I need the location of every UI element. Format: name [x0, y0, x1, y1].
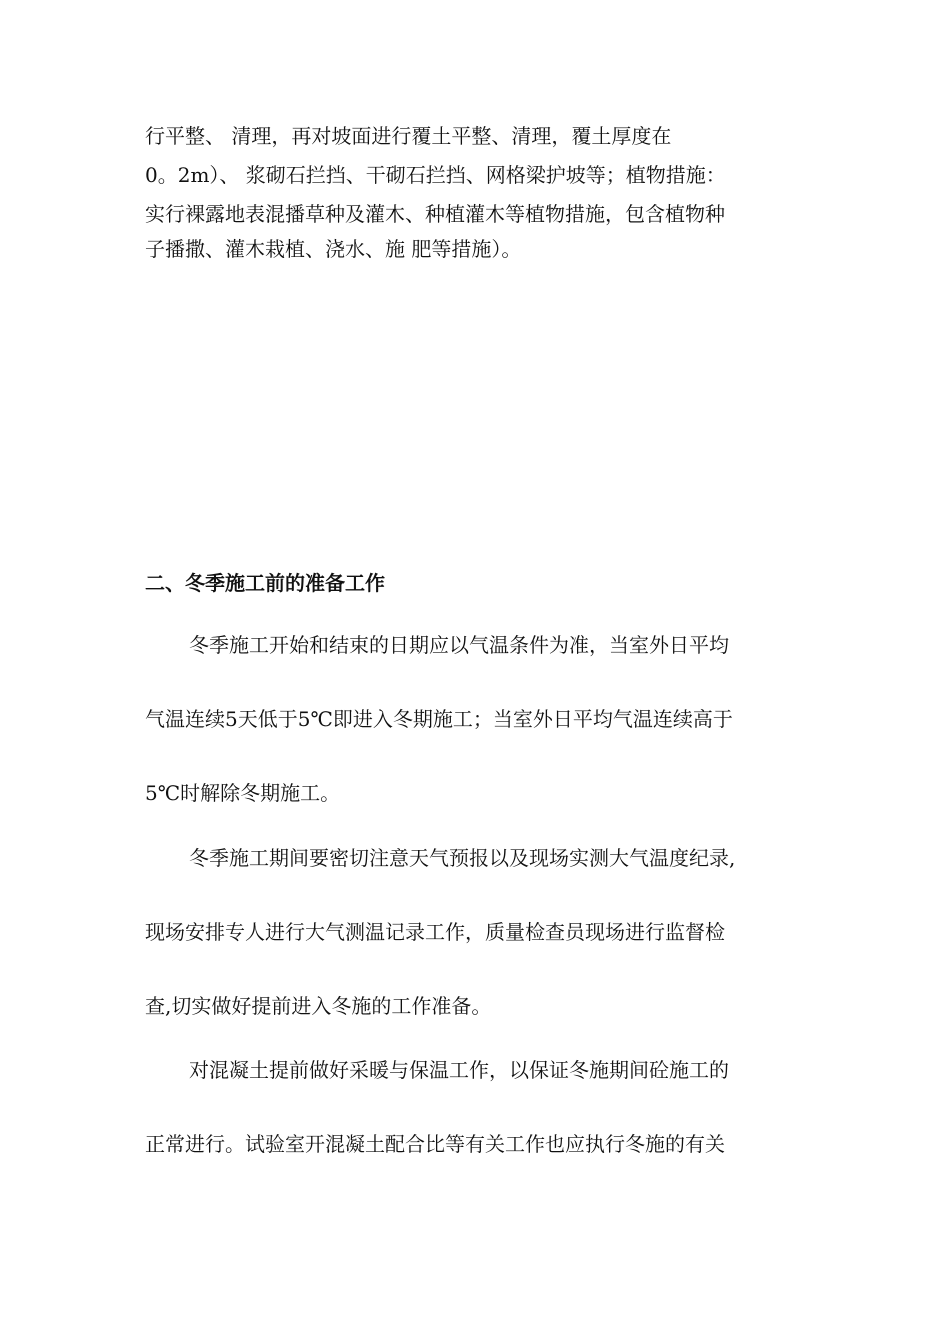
text-line: 行平整、 清理，再对坡面进行覆土平整、清理，覆土厚度在 — [145, 124, 672, 148]
text-line: 5℃时解除冬期施工。 — [145, 781, 341, 805]
text-line: 现场安排专人进行大气测温记录工作，质量检查员现场进行监督检 — [145, 920, 725, 944]
section-heading: 二、冬季施工前的准备工作 — [145, 571, 385, 595]
text-line: 0。2m）、 浆砌石拦挡、干砌石拦挡、网格梁护坡等；植物措施： — [145, 163, 726, 187]
text-line: 实行裸露地表混播草种及灌木、种植灌木等植物措施，包含植物种 — [145, 202, 725, 226]
text-line: 正常进行。试验室开混凝土配合比等有关工作也应执行冬施的有关 — [145, 1132, 725, 1156]
text-line: 查,切实做好提前进入冬施的工作准备。 — [145, 994, 492, 1018]
text-line: 气温连续5天低于5℃即进入冬期施工；当室外日平均气温连续高于 — [145, 707, 733, 731]
text-line: 对混凝土提前做好采暖与保温工作，以保证冬施期间砼施工的 — [189, 1058, 729, 1082]
text-line: 子播撒、灌木栽植、浇水、施 肥等措施）。 — [145, 237, 522, 261]
text-line: 冬季施工期间要密切注意天气预报以及现场实测大气温度纪录, — [189, 846, 736, 870]
text-line: 冬季施工开始和结束的日期应以气温条件为准，当室外日平均 — [189, 633, 729, 657]
